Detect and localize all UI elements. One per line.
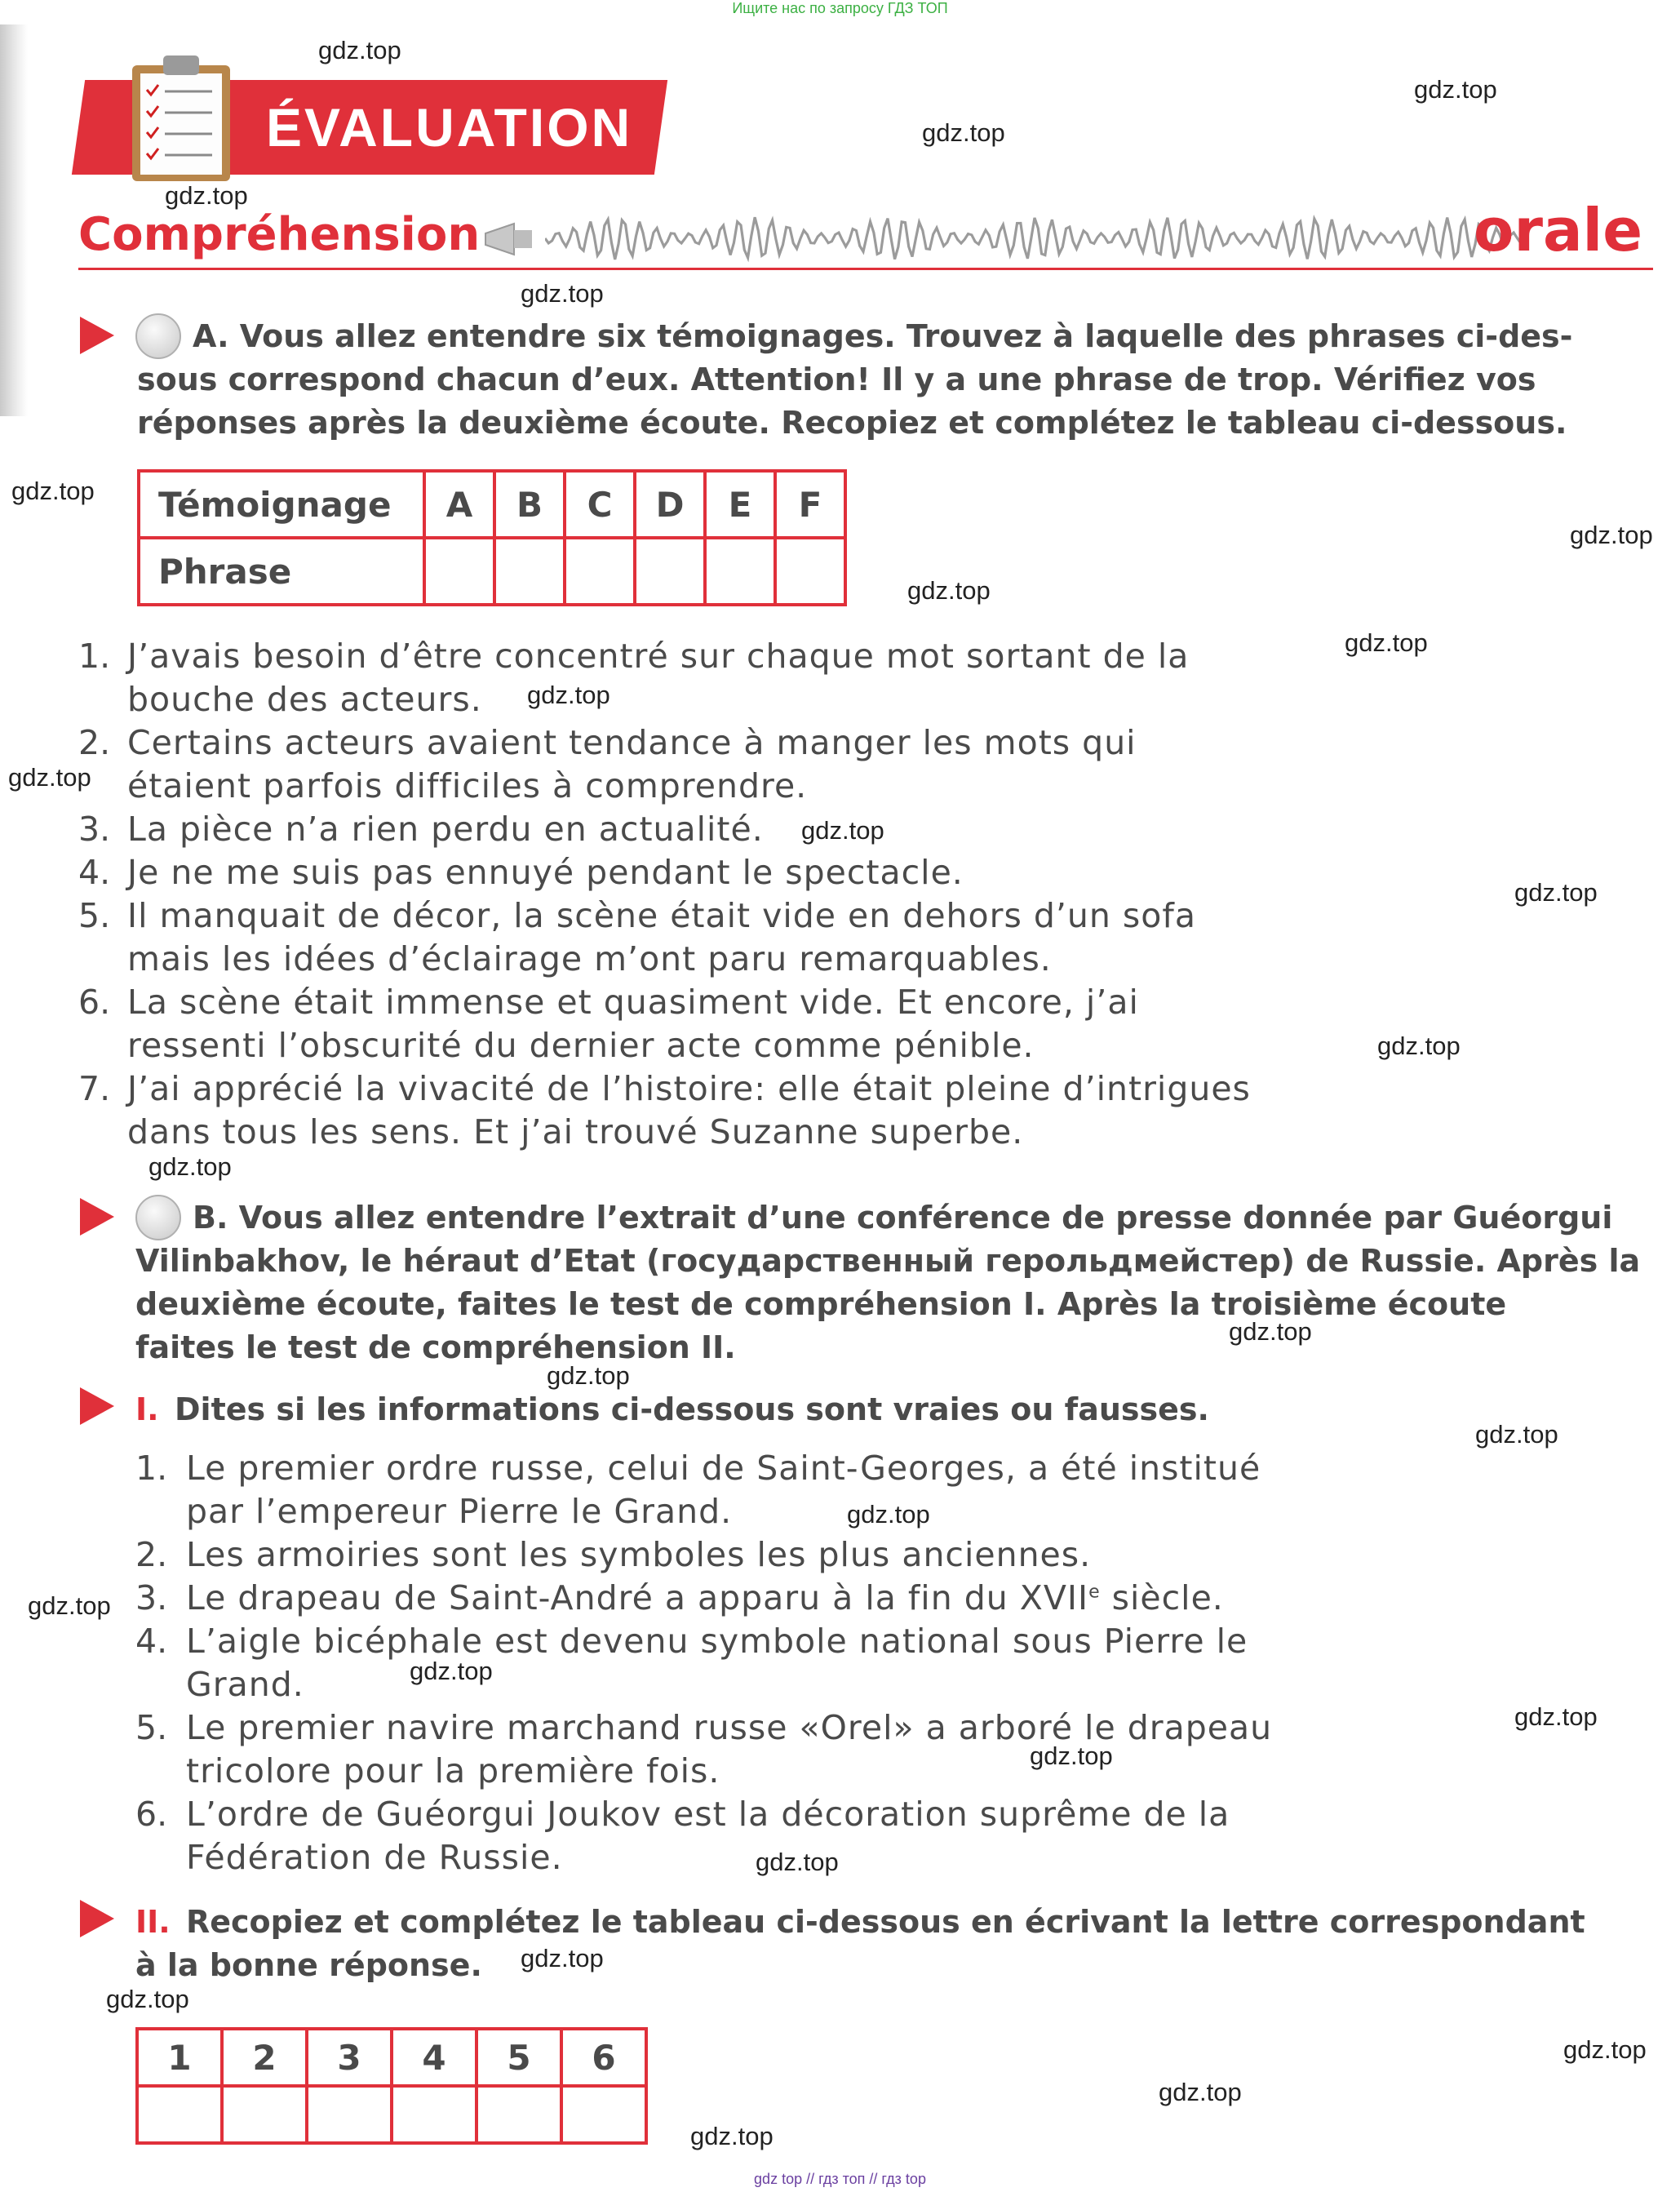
partA-item-1-line-1: J’avais besoin d’être concentré sur chaque mot sortant de la	[127, 637, 1190, 676]
answer-cell[interactable]	[705, 538, 775, 605]
watermark: gdz.top	[922, 118, 1005, 147]
watermark: gdz.top	[11, 477, 95, 505]
top-promo-text: Ищите нас по запросу ГДЗ ТОП	[732, 0, 948, 16]
table-col-d: D	[635, 471, 705, 538]
testI-item-4-line-2: Grand.	[186, 1665, 304, 1704]
testI-item-4-line-1: L’aigle bicéphale est devenu symbole national sous Pierre le	[186, 1622, 1248, 1661]
testI-item-1-line-1: Le premier ordre russe, celui de Saint-Georges, a été institué	[186, 1449, 1261, 1488]
answer-cell[interactable]	[222, 2086, 307, 2143]
testII-line-1: Recopiez et complétez le tableau ci-dessous en écrivant la lettre correspondant	[186, 1904, 1585, 1940]
partA-item-7-line-1: J’ai apprécié la vivacité de l’histoire: elle était pleine d’intrigues	[127, 1069, 1251, 1108]
testI-instruction: Dites si les informations ci-dessous sont vraies ou fausses.	[175, 1391, 1209, 1427]
table-header-phrase: Phrase	[139, 538, 424, 605]
partB-line-2: Vilinbakhov, le héraut d’Etat (государственный герольдмейстер) de Russie. Après la	[135, 1243, 1641, 1279]
answer-cell[interactable]	[392, 2086, 477, 2143]
century-superscript: e	[1088, 1582, 1101, 1603]
partB-line-4: faites le test de compréhension II.	[135, 1329, 736, 1365]
item-number: 6.	[78, 983, 111, 1022]
watermark: gdz.top	[756, 1848, 839, 1876]
answer-cell[interactable]	[424, 538, 494, 605]
partA-item-2-line-1: Certains acteurs avaient tendance à manger les mots qui	[127, 723, 1137, 762]
answer-cell[interactable]	[565, 538, 635, 605]
arrow-icon	[80, 1198, 114, 1236]
watermark: gdz.top	[907, 576, 991, 605]
watermark: gdz.top	[165, 181, 248, 210]
speaker-icon[interactable]	[135, 1195, 181, 1240]
partA-item-6-line-2: ressenti l’obscurité du dernier acte comme pénible.	[127, 1026, 1035, 1065]
footer-text: gdz top // гдз топ // гдз top	[754, 2171, 926, 2187]
answer-cell[interactable]	[561, 2086, 646, 2143]
watermark: gdz.top	[547, 1361, 630, 1390]
testII-answer-table	[135, 2027, 648, 2145]
testI-label: I.	[135, 1391, 159, 1427]
answer-cell[interactable]	[635, 538, 705, 605]
partB-line-1: B. Vous allez entendre l’extrait d’une conférence de presse donnée par Guéorgui	[193, 1200, 1613, 1236]
watermark: gdz.top	[1514, 878, 1598, 907]
answer-cell[interactable]	[137, 2086, 222, 2143]
watermark: gdz.top	[1345, 628, 1428, 657]
watermark: gdz.top	[521, 279, 604, 308]
partA-line-3: réponses après la deuxième écoute. Recopiez et complétez le tableau ci-dessous.	[137, 405, 1567, 441]
item-number: 1.	[78, 637, 111, 676]
answer-cell[interactable]	[307, 2086, 392, 2143]
section-title-right: orale	[1474, 196, 1643, 264]
testI-item-3-line-1	[186, 1578, 1224, 1617]
item-number: 5.	[135, 1708, 168, 1747]
clipboard-icon	[122, 47, 245, 186]
item-number: 7.	[78, 1069, 111, 1108]
watermark: gdz.top	[801, 816, 884, 845]
arrow-icon	[80, 317, 114, 354]
item-number: 2.	[78, 723, 111, 762]
watermark: gdz.top	[28, 1591, 111, 1620]
testII-line-2: à la bonne réponse.	[135, 1947, 482, 1983]
partA-answer-table	[137, 469, 847, 606]
testI-item-6-line-2: Fédération de Russie.	[186, 1838, 563, 1877]
partA-item-7-line-2: dans tous les sens. Et j’ai trouvé Suzanne superbe.	[127, 1112, 1024, 1151]
watermark: gdz.top	[1377, 1032, 1461, 1060]
watermark: gdz.top	[1563, 2035, 1647, 2064]
testI-item-6-line-1: L’ordre de Guéorgui Joukov est la décoration suprême de la	[186, 1795, 1230, 1834]
page-edge-shadow	[0, 24, 28, 416]
partA-item-4-line-1: Je ne me suis pas ennuyé pendant le spectacle.	[127, 853, 964, 892]
watermark: gdz.top	[1229, 1317, 1312, 1346]
testII-label: II.	[135, 1904, 171, 1940]
answer-cell[interactable]	[775, 538, 845, 605]
partA-item-2-line-2: étaient parfois difficiles à comprendre.	[127, 766, 808, 805]
megaphone-icon	[481, 219, 539, 260]
banner-title: ÉVALUATION	[266, 97, 633, 158]
watermark: gdz.top	[1475, 1420, 1558, 1449]
watermark: gdz.top	[410, 1657, 493, 1685]
item-number: 4.	[78, 853, 111, 892]
table-header-temoignage: Témoignage	[139, 471, 424, 538]
item-number: 4.	[135, 1622, 168, 1661]
partB-line-3: deuxième écoute, faites le test de compréhension I. Après la troisième écoute	[135, 1286, 1507, 1322]
watermark: gdz.top	[1159, 2078, 1242, 2106]
testI-item-1-line-2: par l’empereur Pierre le Grand.	[186, 1492, 733, 1531]
partA-item-5-line-2: mais les idées d’éclairage m’ont paru remarquables.	[127, 939, 1052, 978]
watermark: gdz.top	[1570, 521, 1653, 549]
section-underline	[78, 268, 1653, 270]
table-col-1: 1	[137, 2029, 222, 2086]
partA-line-1: A. Vous allez entendre six témoignages. Trouvez à laquelle des phrases ci-des-	[193, 318, 1573, 354]
table-col-2: 2	[222, 2029, 307, 2086]
item-number: 6.	[135, 1795, 168, 1834]
item-number: 2.	[135, 1535, 168, 1574]
table-col-3: 3	[307, 2029, 392, 2086]
item-number: 3.	[78, 810, 111, 849]
watermark: gdz.top	[690, 2122, 774, 2150]
testI-item-5-line-1: Le premier navire marchand russe «Orel» a arboré le drapeau	[186, 1708, 1273, 1747]
item-number: 5.	[78, 896, 111, 935]
item-number: 3.	[135, 1578, 168, 1617]
table-col-b: B	[494, 471, 565, 538]
watermark: gdz.top	[847, 1500, 930, 1529]
sound-wave-decoration	[545, 214, 1524, 263]
arrow-icon	[80, 1387, 114, 1425]
watermark: gdz.top	[318, 36, 401, 64]
testI-item-2-line-1: Les armoiries sont les symboles les plus anciennes.	[186, 1535, 1092, 1574]
watermark: gdz.top	[148, 1152, 232, 1181]
partA-item-1-line-2: bouche des acteurs.	[127, 680, 482, 719]
watermark: gdz.top	[8, 763, 91, 792]
testI-item-5-line-2: tricolore pour la première fois.	[186, 1751, 720, 1790]
section-title-left: Compréhension	[78, 208, 481, 261]
watermark: gdz.top	[521, 1944, 604, 1972]
partA-item-6-line-1: La scène était immense et quasiment vide. Et encore, j’ai	[127, 983, 1139, 1022]
table-col-4: 4	[392, 2029, 477, 2086]
watermark: gdz.top	[1414, 75, 1497, 104]
table-col-f: F	[775, 471, 845, 538]
table-col-c: C	[565, 471, 635, 538]
table-col-e: E	[705, 471, 775, 538]
answer-cell[interactable]	[494, 538, 565, 605]
item-number: 1.	[135, 1449, 168, 1488]
arrow-icon	[80, 1900, 114, 1937]
table-col-6: 6	[561, 2029, 646, 2086]
testI-item-3-text-end: siècle.	[1100, 1578, 1224, 1617]
testI-item-3-text: Le drapeau de Saint-André a apparu à la fin du XVII	[186, 1578, 1089, 1617]
table-col-5: 5	[477, 2029, 561, 2086]
watermark: gdz.top	[1514, 1702, 1598, 1731]
watermark: gdz.top	[106, 1985, 189, 2013]
watermark: gdz.top	[527, 681, 610, 709]
speaker-icon[interactable]	[135, 313, 181, 359]
partA-line-2: sous correspond chacun d’eux. Attention! Il y a une phrase de trop. Vérifiez vos	[137, 362, 1536, 397]
partA-item-3-line-1: La pièce n’a rien perdu en actualité.	[127, 810, 764, 849]
watermark: gdz.top	[1030, 1742, 1113, 1770]
partA-item-5-line-1: Il manquait de décor, la scène était vide en dehors d’un sofa	[127, 896, 1196, 935]
answer-cell[interactable]	[477, 2086, 561, 2143]
table-col-a: A	[424, 471, 494, 538]
